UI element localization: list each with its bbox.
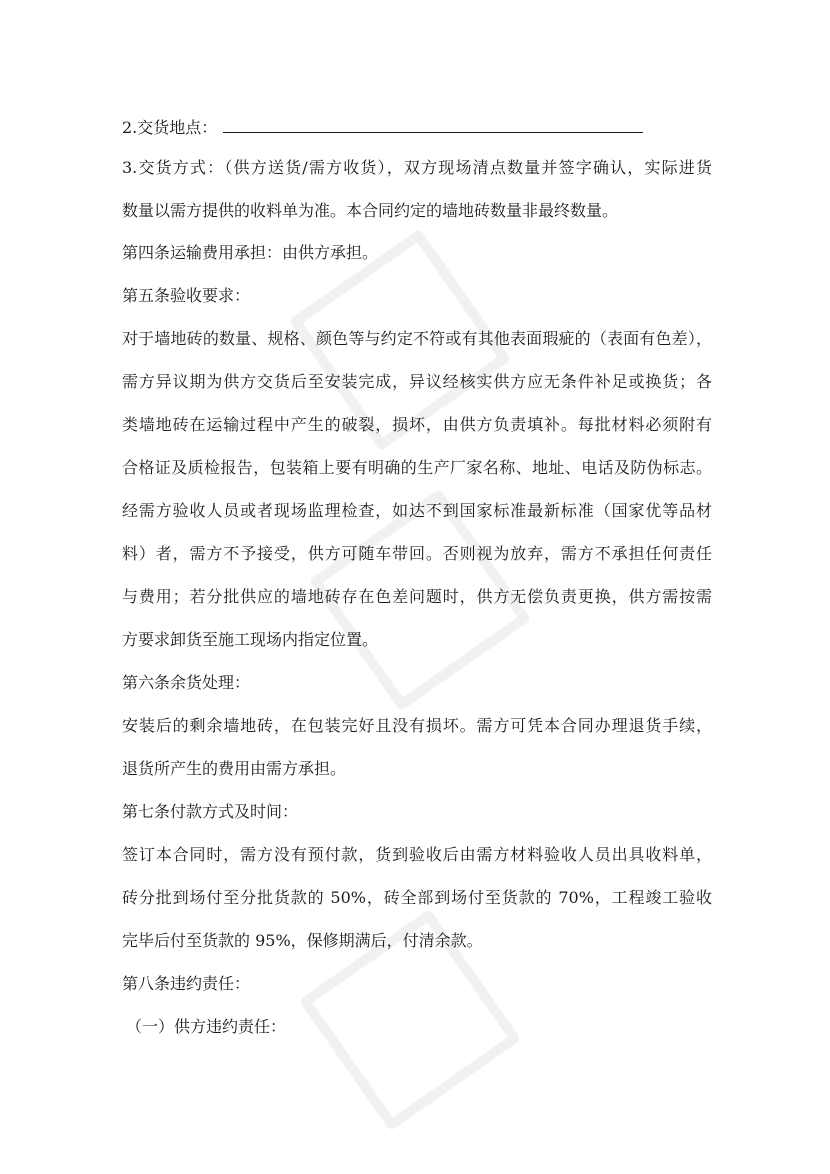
paragraph-line: 完毕后付至货款的 95%，保修期满后，付清余款。 — [122, 931, 483, 950]
subsection-heading: （一）供方违约责任： — [126, 1017, 287, 1036]
section-heading: 第五条验收要求： — [122, 286, 251, 305]
watermark — [300, 220, 560, 1120]
paragraph-line: 料）者，需方不予接受，供方可随车带回。否则视为放弃，需方不承担任何责任 — [122, 544, 712, 563]
paragraph-line: 合格证及质检报告，包装箱上要有明确的生产厂家名称、地址、电话及防伪标志。 — [122, 458, 712, 477]
paragraph-line: 退货所产生的费用由需方承担。 — [122, 759, 347, 778]
paragraph-line: 需方异议期为供方交货后至安装完成，异议经核实供方应无条件补足或换货；各 — [122, 372, 712, 391]
paragraph-line: 经需方验收人员或者现场监理检查，如达不到国家标准最新标准（国家优等品材 — [122, 501, 712, 520]
paragraph-line: 3.交货方式：（供方送货/需方收货），双方现场清点数量并签字确认，实际进货 — [122, 158, 712, 177]
delivery-location-blank — [223, 116, 643, 133]
paragraph-line: 对于墙地砖的数量、规格、颜色等与约定不符或有其他表面瑕疵的（表面有色差）， — [122, 329, 712, 348]
section-heading: 第七条付款方式及时间： — [122, 802, 299, 821]
paragraph-line: 数量以需方提供的收料单为准。本合同约定的墙地砖数量非最终数量。 — [122, 201, 619, 220]
paragraph-line: 方要求卸货至施工现场内指定位置。 — [122, 630, 379, 649]
paragraph-line: 类墙地砖在运输过程中产生的破裂，损坏，由供方负责填补。每批材料必须附有 — [122, 415, 712, 434]
section-heading: 第六条余货处理： — [122, 673, 251, 692]
paragraph-line: 签订本合同时，需方没有预付款，货到验收后由需方材料验收人员出具收料单， — [122, 845, 712, 864]
section-heading: 第八条违约责任： — [122, 974, 251, 993]
section-heading: 第四条运输费用承担：由供方承担。 — [122, 243, 379, 262]
delivery-location-line — [122, 116, 643, 138]
delivery-location-label: 2.交货地点： — [122, 118, 218, 137]
paragraph-line: 安装后的剩余墙地砖，在包装完好且没有损坏。需方可凭本合同办理退货手续， — [122, 716, 712, 735]
paragraph-line: 与费用；若分批供应的墙地砖存在色差问题时，供方无偿负责更换，供方需按需 — [122, 587, 712, 606]
paragraph-line: 砖分批到场付至分批货款的 50%，砖全部到场付至货款的 70%，工程竣工验收 — [122, 888, 712, 907]
